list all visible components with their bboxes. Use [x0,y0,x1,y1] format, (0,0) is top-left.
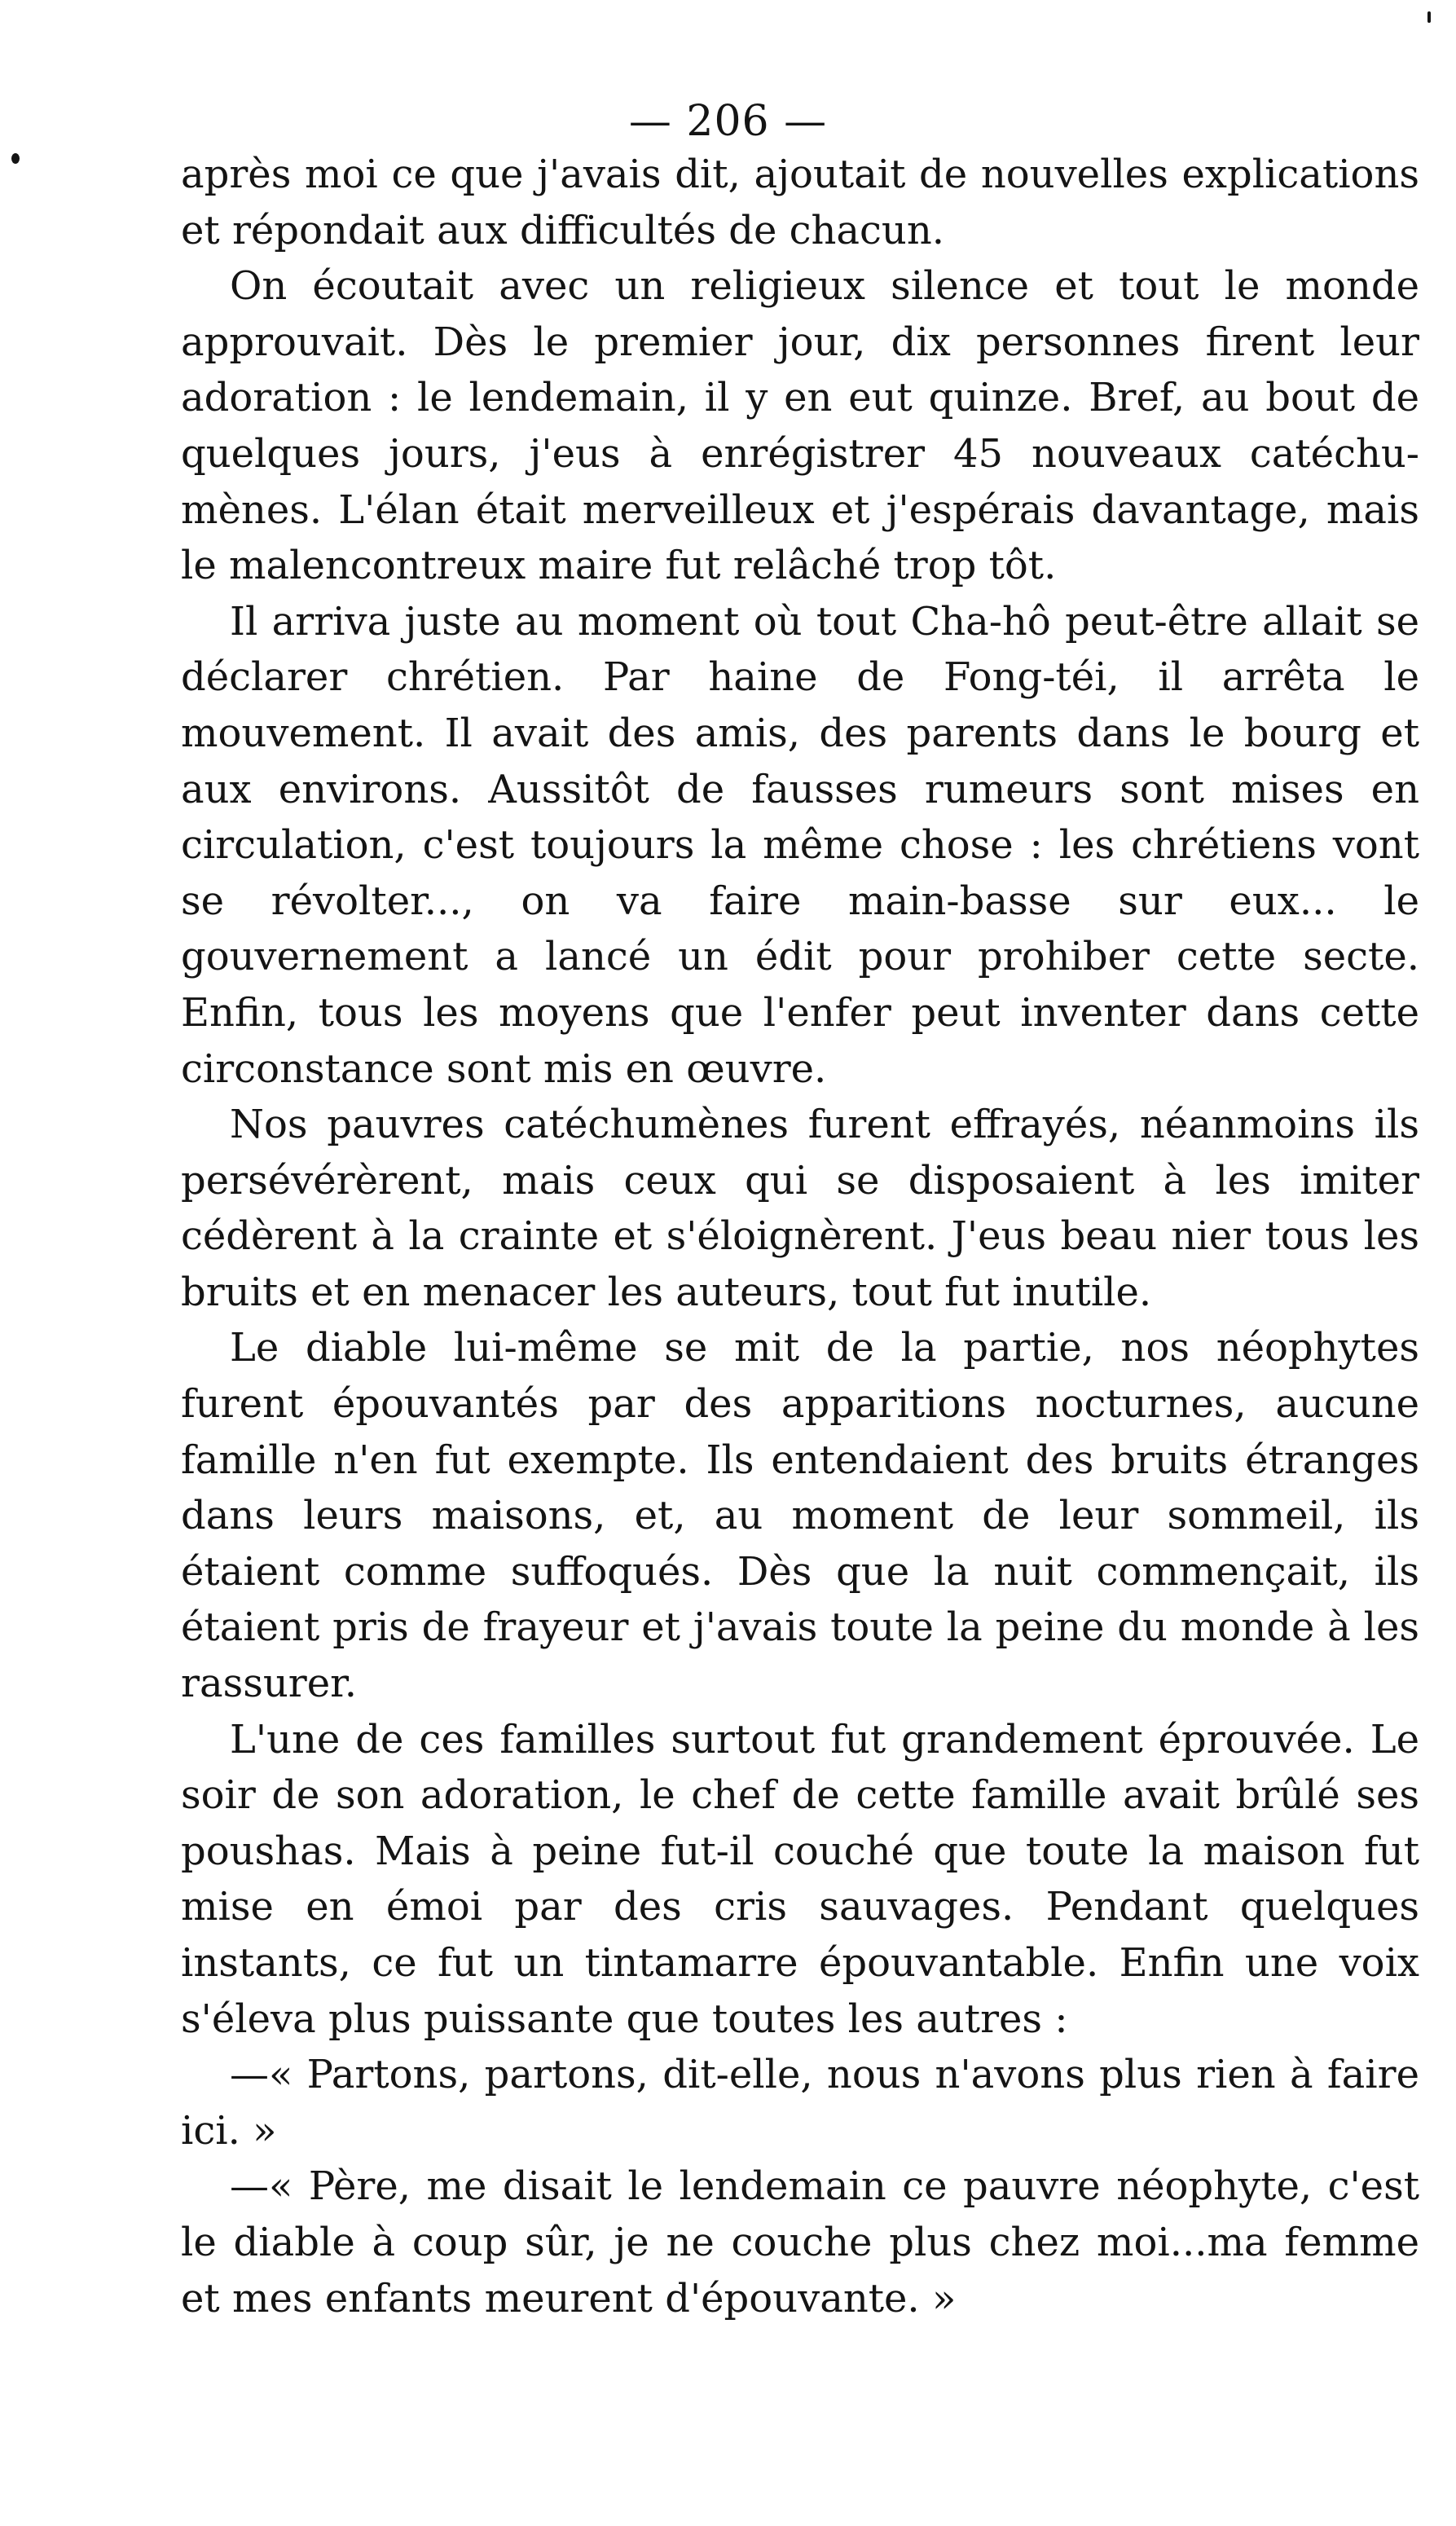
ink-speck [1427,11,1431,23]
body-text [181,147,1419,2326]
paragraph: Il arriva juste au moment où tout Cha-hô peut-être allait se déclarer chrétien. Par haine de Fong-téi, il arrêta le mouvement. Il avait des amis, des parents dans le bourg et aux environs. Aussitôt de fausses rumeurs sont mises en circulation, c'est toujours la même chose : les chrétiens vont se révolter..., on va faire main-basse sur eux... le gouvernement a lancé un édit pour prohiber cette secte. Enfin, tous les moyens que l'enfer peut inventer dans cette circonstance sont mis en œuvre. [181,598,1419,1092]
dialogue-paragraph: —« Partons, partons, dit-elle, nous n'avons plus rien à faire ici. » [181,2052,1419,2154]
paragraph: L'une de ces familles surtout fut grandement éprouvée. Le soir de son adoration, le chef de cette famille avait brûlé ses poushas. Mais à peine fut-il couché que toute la maison fut mise en émoi par des cris sauvages. Pendant quelques instants, ce fut un tintamarre épouvantable. Enfin une voix s'éleva plus puissante que toutes les autres : [181,1716,1419,2042]
page-number: — 206 — [628,97,828,146]
ink-speck [11,153,20,164]
paragraph: Nos pauvres catéchumènes furent effrayés, néanmoins ils persévérèrent, mais ceux qui se disposaient à les imiter cédèrent à la crainte et s'éloignèrent. J'eus beau nier tous les bruits et en menacer les auteurs, tout fut inutile. [181,1102,1419,1315]
paragraph: Le diable lui-même se mit de la partie, nos néophytes furent épouvantés par des apparitions nocturnes, aucune famille n'en fut exempte. Ils entendaient des bruits étranges dans leurs maisons, et, au moment de leur sommeil, ils étaient comme suffoqués. Dès que la nuit commençait, ils étaient pris de frayeur et j'avais toute la peine du monde à les rassurer. [181,1325,1419,1707]
paragraph: après moi ce que j'avais dit, ajoutait de nouvelles explications et répondait aux difficultés de chacun. [181,152,1419,253]
dialogue-paragraph: —« Père, me disait le lendemain ce pauvre néophyte, c'est le diable à coup sûr, je ne couche plus chez moi...ma femme et mes enfants meurent d'épouvante. » [181,2163,1419,2321]
paragraph: On écoutait avec un religieux silence et tout le monde approuvait. Dès le premier jour, dix personnes firent leur adoration : le lendemain, il y en eut quinze. Bref, au bout de quelques jours, j'eus à enrégistrer 45 nouveaux catéchumènes. L'élan était merveilleux et j'espérais davantage, mais le malencontreux maire fut relâché trop tôt. [181,263,1419,589]
